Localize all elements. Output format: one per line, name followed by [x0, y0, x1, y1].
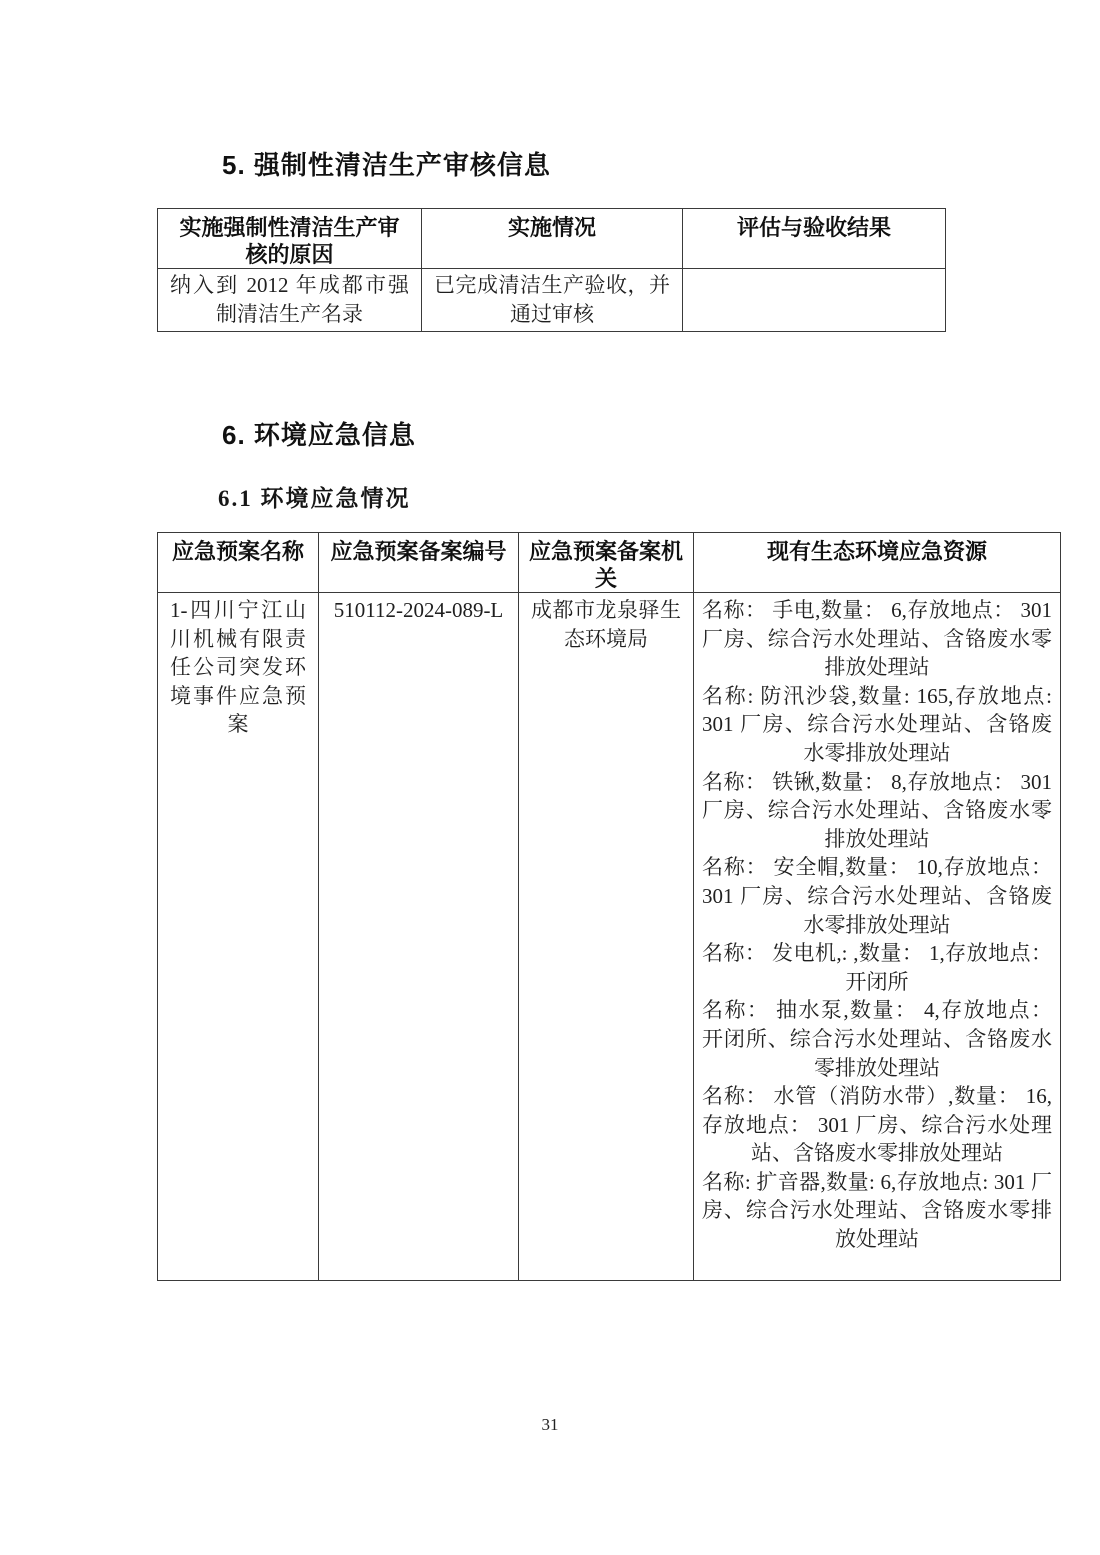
resource-item: 名称： 铁锹,数量： 8,存放地点： 301 厂房、综合污水处理站、含铬废水零排放处理站 — [702, 769, 1052, 851]
resource-item: 名称： 手电,数量： 6,存放地点： 301 厂房、综合污水处理站、含铬废水零排放处理站 — [702, 598, 1052, 680]
record-number-cell: 510112-2024-089-L — [319, 593, 519, 1281]
resource-item: 名称： 抽水泵,数量： 4,存放地点： 开闭所、综合污水处理站、含铬废水零排放处理站 — [702, 998, 1052, 1080]
emergency-header-plan-name: 应急预案名称 — [158, 533, 319, 593]
clean-production-audit-table — [157, 208, 946, 332]
record-agency-cell: 成都市龙泉驿生态环境局 — [519, 593, 694, 1281]
emergency-header-resources: 现有生态环境应急资源 — [694, 533, 1061, 593]
emergency-table-header-row — [158, 533, 1061, 593]
resource-item: 名称： 水管（消防水带）,数量： 16,存放地点： 301 厂房、综合污水处理站、含铬废水零排放处理站 — [702, 1084, 1052, 1166]
resource-item: 名称: 防汛沙袋,数量: 165,存放地点: 301 厂房、综合污水处理站、含铬废水零排放处理站 — [702, 683, 1052, 765]
audit-header-reason: 实施强制性清洁生产审核的原因 — [158, 209, 422, 269]
plan-name-cell: 1-四川宁江山川机械有限责任公司突发环境事件应急预案 — [158, 593, 319, 1281]
emergency-header-record-agency: 应急预案备案机关 — [519, 533, 694, 593]
audit-header-status: 实施情况 — [422, 209, 683, 269]
resource-item: 名称： 安全帽,数量： 10,存放地点： 301 厂房、综合污水处理站、含铬废水零排放处理站 — [702, 855, 1052, 937]
resource-item: 名称: 扩音器,数量: 6,存放地点: 301 厂房、综合污水处理站、含铬废水零排放处理站 — [702, 1169, 1052, 1252]
audit-cell-result — [683, 269, 946, 332]
audit-cell-reason: 纳入到 2012 年成都市强制清洁生产名录 — [158, 269, 422, 332]
emergency-header-record-number: 应急预案备案编号 — [319, 533, 519, 593]
section-6-title: 6. 环境应急信息 — [222, 420, 416, 450]
section-5-title: 5. 强制性清洁生产审核信息 — [222, 150, 551, 180]
section-6-1-subtitle: 6.1 环境应急情况 — [218, 486, 411, 511]
audit-table-header-row — [158, 209, 946, 269]
audit-table-row — [158, 269, 946, 332]
page-number: 31 — [541, 1415, 559, 1434]
resource-item: 名称： 发电机,: ,数量： 1,存放地点： 开闭所 — [702, 941, 1052, 994]
audit-cell-status: 已完成清洁生产验收，并通过审核 — [422, 269, 683, 332]
resources-cell — [694, 593, 1061, 1281]
audit-header-result: 评估与验收结果 — [683, 209, 946, 269]
emergency-table-row — [158, 593, 1061, 1281]
emergency-info-table — [157, 532, 1061, 1281]
